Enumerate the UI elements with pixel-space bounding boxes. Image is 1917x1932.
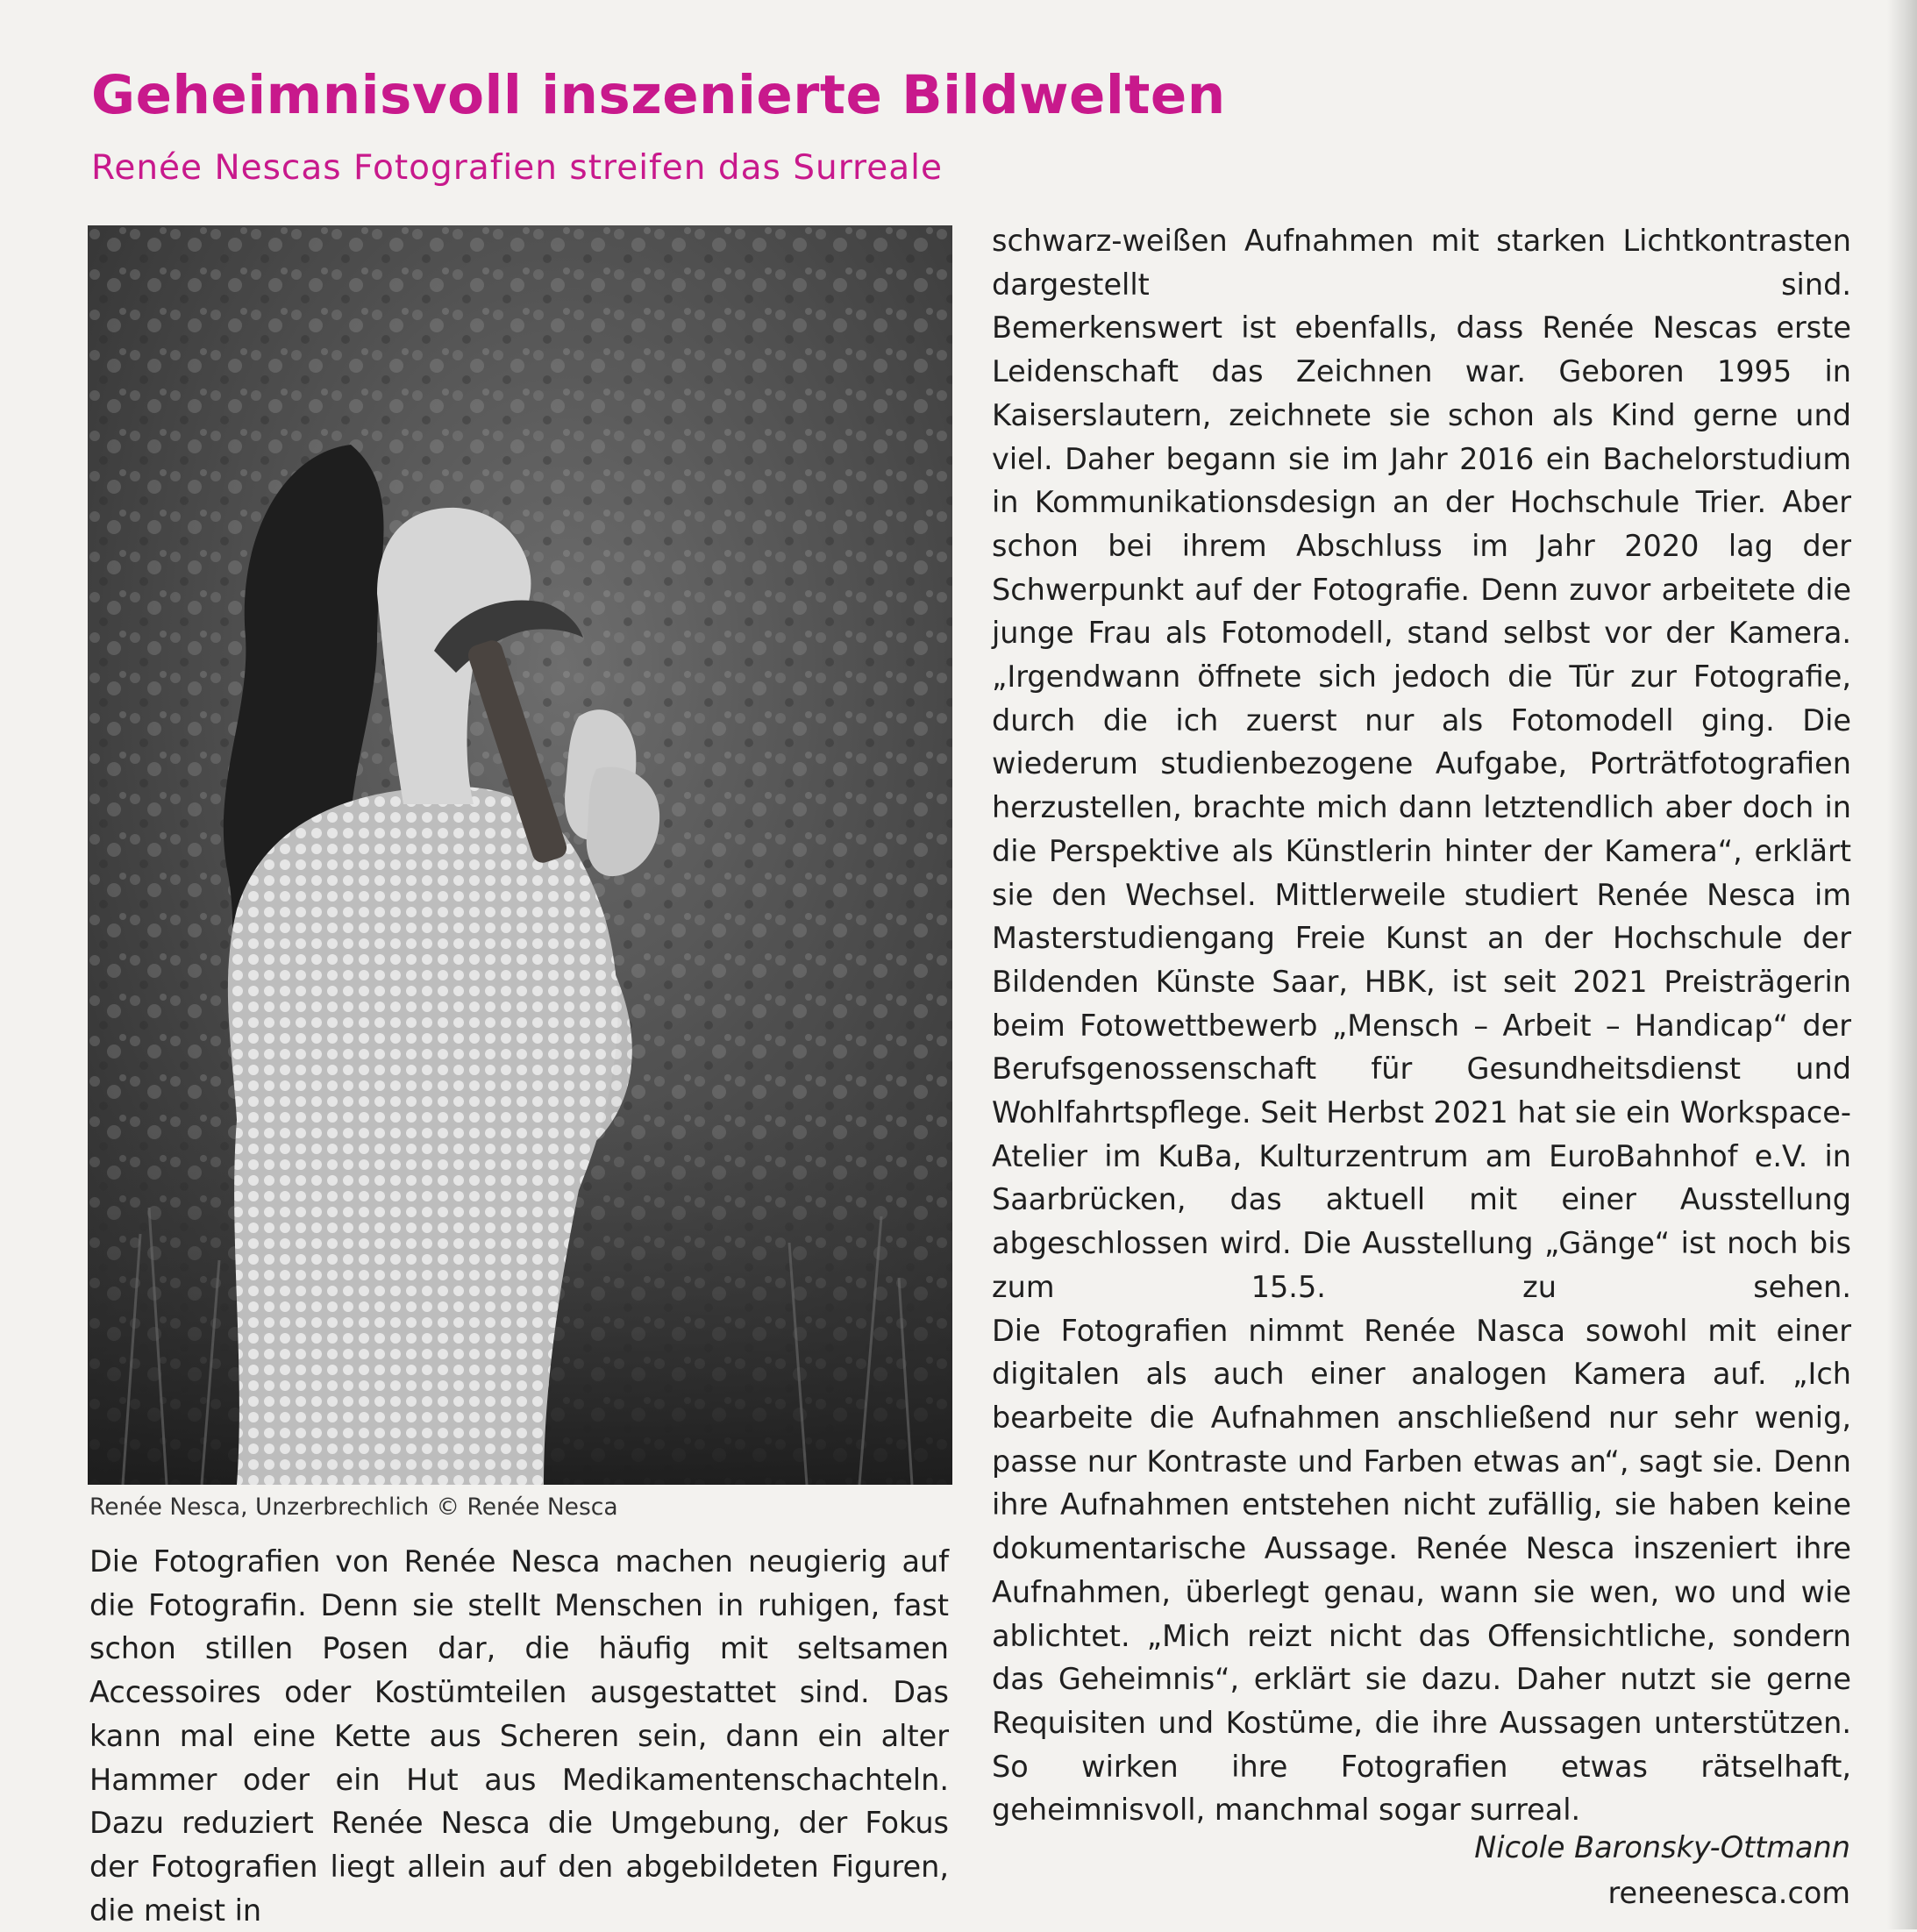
right-text-column xyxy=(992,219,1851,1832)
website-link[interactable]: reneenesca.com xyxy=(1607,1876,1850,1910)
photo-caption: Renée Nesca, Unzerbrechlich © Renée Nesca xyxy=(89,1494,618,1521)
body-paragraph: Bemerkenswert ist ebenfalls, dass Renée Nescas erste Leidenschaft das Zeichnen war. Geboren 1995 in Kaiserslautern, zeichnete sie schon als Kind gerne und viel. Daher begann sie im Jahr 2016 ein Bachelorstudium in Kommunikationsdesign an der Hochschule Trier. Aber schon bei ihrem Abschluss im Jahr 2020 lag der Schwerpunkt auf der Fotografie. Denn zuvor arbeitete die junge Frau als Fotomodell, stand selbst vor der Kamera. „Irgendwann öffnete sich jedoch die Tür zur Fotografie, durch die ich zuerst nur als Fotomodell ging. Die wiederum studienbezogene Aufgabe, Porträtfotografien herzustellen, brachte mich dann letztendlich aber doch in die Perspektive als Künstlerin hinter der Kamera“, erklärt sie den Wechsel. Mittlerweile studiert Renée Nesca im Masterstudiengang Freie Kunst an der Hochschule der Bildenden Künste Saar, HBK, ist seit 2021 Preisträgerin beim Fotowettbewerb „Mensch – Arbeit – Handicap“ der Berufsgenossenschaft für Gesundheitsdienst und Wohlfahrtspflege. Seit Herbst 2021 hat sie ein Workspace-Atelier im KuBa, Kulturzentrum am EuroBahnhof e.V. in Saarbrücken, das aktuell mit einer Ausstellung abgeschlossen wird. Die Ausstellung „Gänge“ ist noch bis zum 15.5. zu sehen. xyxy=(992,310,1851,1304)
article-subheadline: Renée Nescas Fotografien streifen das Surreale xyxy=(91,148,943,188)
body-paragraph: Die Fotografien nimmt Renée Nasca sowohl mit einer digitalen als auch einer analogen Kamera auf. „Ich bearbeite die Aufnahmen anschließend nur sehr wenig, passe nur Kontraste und Farben etwas an“, sagt sie. Denn ihre Aufnahmen entstehen nicht zufällig, sie haben keine dokumentarische Aussage. Renée Nesca inszeniert ihre Aufnahmen, überlegt genau, wann sie wen, wo und wie ablichtet. „Mich reizt nicht das Offensichtliche, sondern das Geheimnis“, erklärt sie dazu. Daher nutzt sie gerne Requisiten und Kostüme, die ihre Aussagen unterstützen. So wirken ihre Fotografien etwas rätselhaft, geheimnisvoll, manchmal sogar surreal. xyxy=(992,1313,1851,1828)
body-paragraph: schwarz-weißen Aufnahmen mit starken Lichtkontrasten dargestellt sind. xyxy=(992,224,1851,302)
article-headline: Geheimnisvoll inszenierte Bildwelten xyxy=(91,64,1226,126)
author-name: Nicole Baronsky-Ottmann xyxy=(1474,1830,1850,1864)
article-photo xyxy=(88,225,952,1485)
page-edge-shadow xyxy=(1887,0,1917,1929)
body-paragraph: Die Fotografien von Renée Nesca machen neugierig auf die Fotografin. Denn sie stellt Menschen in ruhigen, fast schon stillen Posen dar, die häufig mit seltsamen Accessoires oder Kostümteilen ausgestattet sind. Das kann mal eine Kette aus Scheren sein, dann ein alter Hammer oder ein Hut aus Medikamentenschachteln. Dazu reduziert Renée Nesca die Umgebung, der Fokus der Fotografien liegt allein auf den abgebildeten Figuren, die meist in xyxy=(89,1544,949,1928)
left-text-column xyxy=(89,1540,949,1932)
